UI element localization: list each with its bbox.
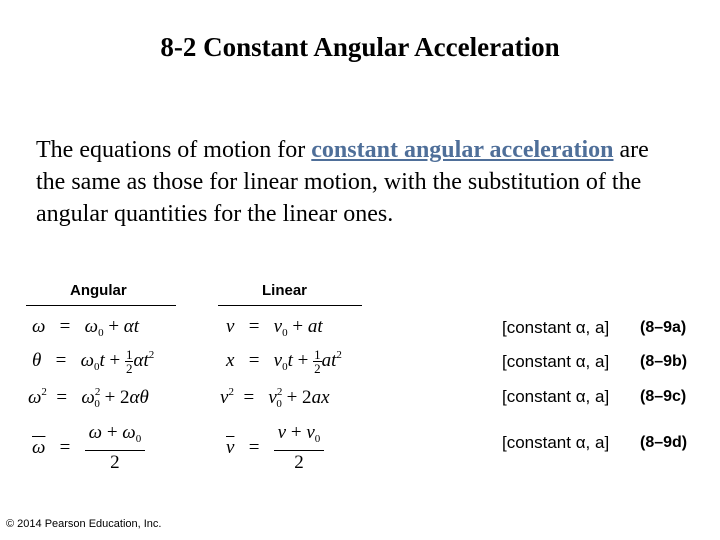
angular-equation-d: $\overline{\omega}$ = $\frac{\omega + \omega_0}{2}$: [32, 422, 145, 475]
angular-equation-b: $\theta = \omega_0t$ + $\frac{1}{2}$ $\alpha t^2$: [32, 347, 155, 376]
equation-number-c: (8–9c): [640, 388, 687, 405]
angular-equation-a: $\omega = \omega_0 + \alpha t$: [32, 316, 140, 339]
linear-equation-b: $x = v_0t$ + $\frac{1}{2}$ $at^2$: [226, 347, 342, 376]
condition-d: [constant α, a]: [502, 433, 610, 452]
linear-equation-d: $\overline{v}$ = $\frac{v + v_0}{2}$: [226, 422, 324, 475]
angular-header: Angular: [70, 282, 127, 299]
equation-number-b: (8–9b): [640, 353, 688, 370]
linear-equation-a: $v = v_0$ + at: [226, 316, 323, 339]
angular-header-rule: [26, 305, 176, 306]
equation-number-a: (8–9a): [640, 319, 687, 336]
angular-equation-c: $\omega^2 = \omega^2_0 + 2\alpha\theta$: [28, 386, 149, 410]
slide-title: 8-2 Constant Angular Acceleration: [160, 32, 560, 62]
body-paragraph: [36, 134, 676, 230]
condition-b: [constant α, a]: [502, 352, 610, 371]
copyright-footer: © 2014 Pearson Education, Inc.: [6, 518, 162, 530]
linear-header-rule: [218, 305, 362, 306]
linear-header: Linear: [262, 282, 308, 299]
condition-a: [constant α, a]: [502, 318, 610, 337]
constant-angular-acceleration-link[interactable]: constant angular acceleration: [311, 137, 614, 163]
body-text-before: The equations of motion for: [36, 137, 312, 163]
condition-c: [constant α, a]: [502, 387, 610, 406]
equation-number-d: (8–9d): [640, 434, 688, 451]
linear-equation-c: $v^2 = v^2_0 + 2ax$: [220, 386, 330, 410]
body-text-after: are the same as those for linear motion, with the substitution of the angular quantities for the linear ones.: [36, 137, 649, 227]
